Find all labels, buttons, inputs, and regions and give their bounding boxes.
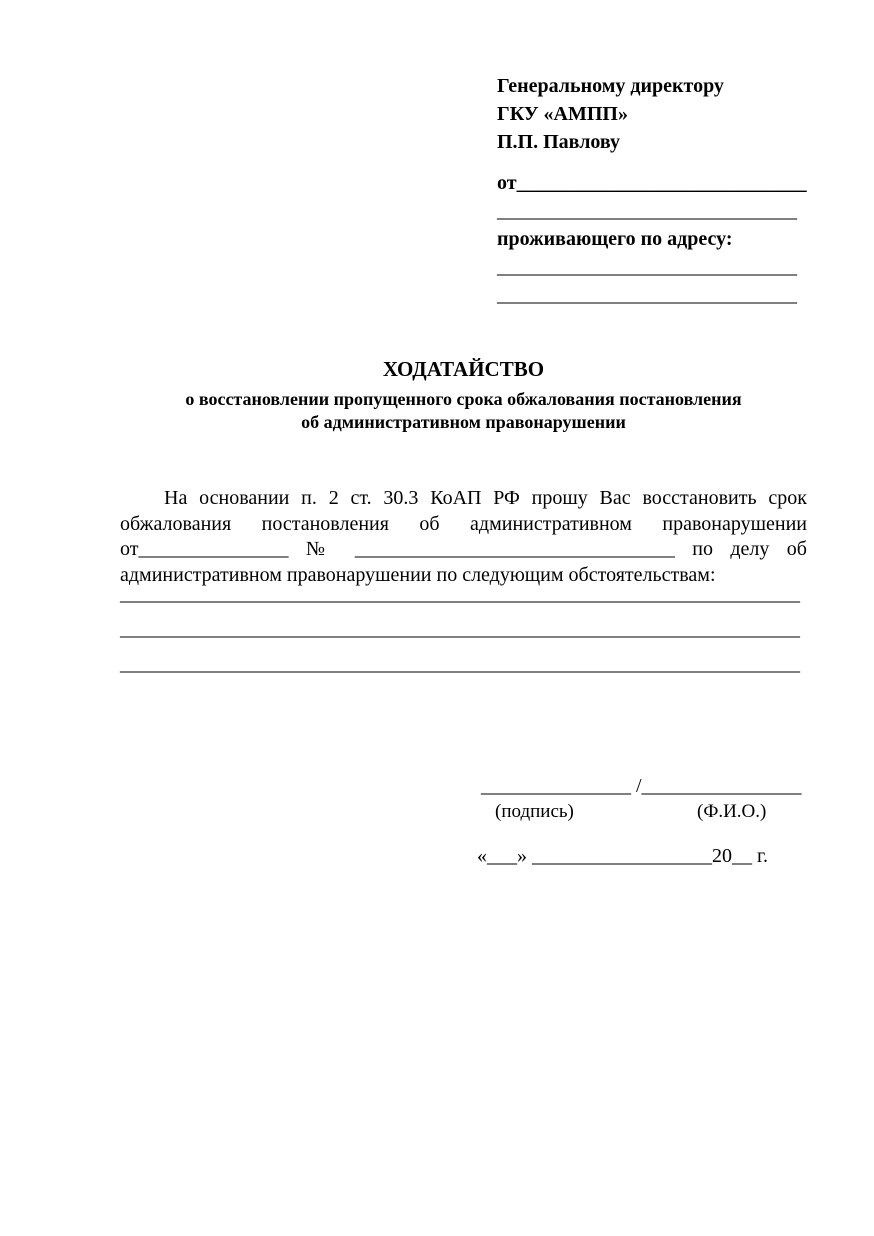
document-subtitle-line2: об административном правонарушении: [301, 412, 626, 432]
fio-caption: (Ф.И.О.): [697, 801, 767, 822]
recipient-name: П.П. Павлову: [497, 131, 621, 153]
address-blank-line-1: ______________________________: [497, 256, 797, 278]
document-title: ХОДАТАЙСТВО: [382, 357, 545, 381]
from-field: [497, 169, 829, 197]
from-blank-line-2: ______________________________: [497, 200, 797, 222]
spacer: [497, 156, 829, 169]
write-in-line-2: ____________________________________________________________________: [120, 618, 800, 640]
recipient-position: Генеральному директору: [497, 75, 724, 97]
signature-caption: (подпись): [495, 801, 574, 822]
body-line-4: административном правонарушении по следующим обстоятельствам:: [120, 563, 716, 586]
write-in-lines: [120, 577, 820, 682]
address-blank-line-2: ______________________________: [497, 284, 797, 306]
from-label: от: [497, 172, 517, 194]
date-line: «___» __________________20__ г.: [477, 845, 768, 867]
signature-captions: [481, 800, 821, 824]
body-line-1: На основании п. 2 ст. 30.3 КоАП РФ прошу Вас восстановить срок: [164, 487, 807, 509]
write-in-line-1: ____________________________________________________________________: [120, 583, 800, 605]
from-blank-line: _____________________________: [516, 172, 807, 194]
write-in-line-3: ____________________________________________________________________: [120, 653, 800, 675]
signature-block: [481, 774, 821, 824]
body-line-3: от_______________ № ________________________________ по делу об: [120, 538, 807, 560]
body-line-2: обжалования постановления об административном правонарушении: [120, 512, 807, 535]
body-paragraph: [120, 486, 807, 588]
signature-line: _______________ /________________: [481, 775, 802, 797]
address-label: проживающего по адресу:: [497, 228, 733, 250]
title-block: [120, 356, 807, 434]
recipient-block: [497, 72, 829, 309]
recipient-organization: ГКУ «АМПП»: [497, 103, 628, 125]
document-subtitle-line1: о восстановлении пропущенного срока обжалования постановления: [185, 389, 742, 409]
